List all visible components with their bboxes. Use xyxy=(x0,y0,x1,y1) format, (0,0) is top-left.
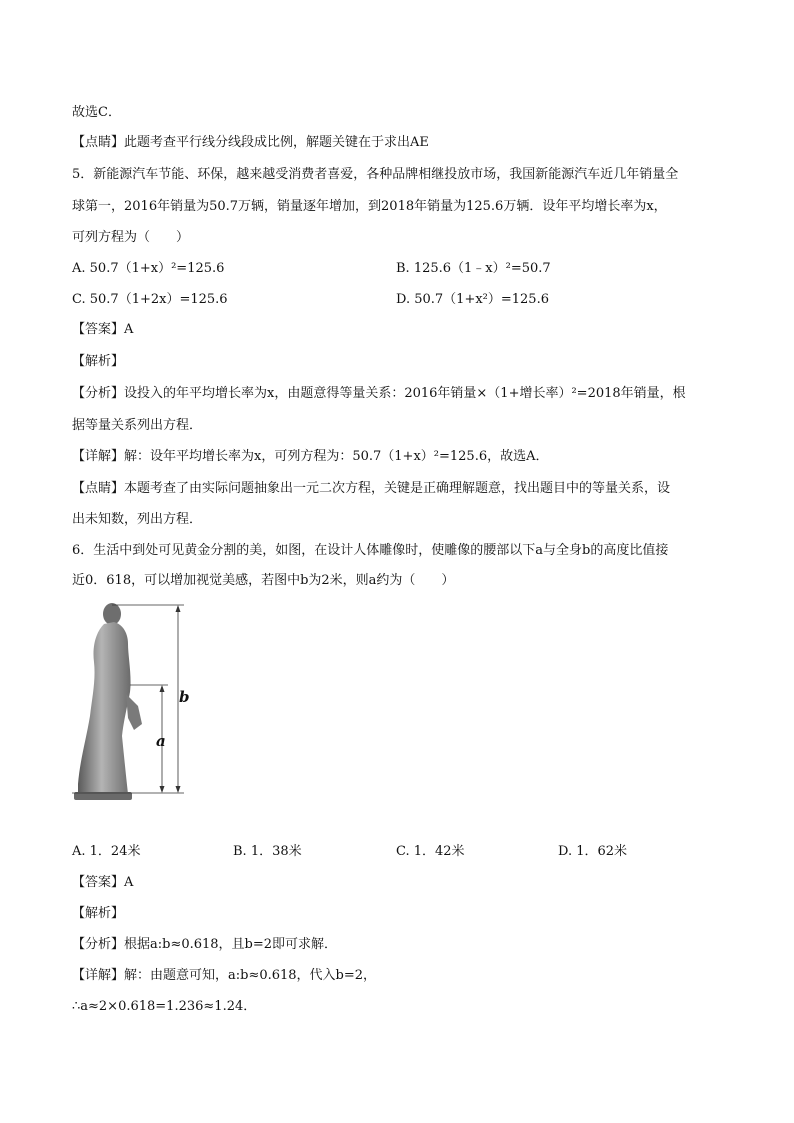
detail-line: ∴a≈2×0.618=1.236≈1.24． xyxy=(72,999,257,1014)
q6-option-c: C. 1．42米 xyxy=(396,844,465,859)
question-5-stem: 球第一，2016年销量为50.7万辆，销量逐年增加，到2018年销量为125.6万辆．设年平均增长率为x， xyxy=(72,199,667,214)
analysis-heading: 【解析】 xyxy=(72,906,125,921)
analysis-line: 【分析】根据a:b≈0.618，且b=2即可求解． xyxy=(72,937,338,952)
detail-line: 【详解】解：由题意可知，a:b≈0.618，代入b=2， xyxy=(72,968,377,983)
detail-line: 【详解】解：设年平均增长率为x，可列方程为：50.7（1+x）²=125.6，故选A． xyxy=(72,449,549,464)
comment-line: 【点睛】本题考查了由实际问题抽象出一元二次方程，关键是正确理解题意，找出题目中的等量关系，设 xyxy=(72,481,671,496)
q5-option-d: D. 50.7（1+x²）=125.6 xyxy=(396,292,549,307)
comment-line: 【点睛】此题考查平行线分线段成比例，解题关键在于求出AE xyxy=(72,135,429,150)
statue-figure xyxy=(72,600,212,805)
text-line: 故选C． xyxy=(72,105,121,120)
answer-line: 【答案】A xyxy=(72,875,134,890)
comment-line: 出未知数，列出方程． xyxy=(72,512,203,527)
statue-silhouette xyxy=(74,603,142,800)
label-a: a xyxy=(156,732,166,750)
q6-option-b: B. 1．38米 xyxy=(233,844,302,859)
analysis-line: 【分析】设投入的年平均增长率为x，由题意得等量关系：2016年销量×（1+增长率）²=2018年销量，根 xyxy=(72,386,686,401)
analysis-line: 据等量关系列出方程． xyxy=(72,418,203,433)
question-5-stem: 5．新能源汽车节能、环保，越来越受消费者喜爱，各种品牌相继投放市场，我国新能源汽车近几年销量全 xyxy=(72,167,679,182)
question-5-stem: 可列方程为（ ） xyxy=(72,230,190,245)
q5-option-b: B. 125.6（1﹣x）²=50.7 xyxy=(396,261,551,276)
q6-option-d: D. 1．62米 xyxy=(558,844,628,859)
question-6-stem: 6．生活中到处可见黄金分割的美，如图，在设计人体雕像时，使雕像的腰部以下a与全身b的高度比值接 xyxy=(72,543,669,558)
q6-option-a: A. 1．24米 xyxy=(72,844,141,859)
label-b: b xyxy=(179,688,190,706)
question-6-stem: 近0．618，可以增加视觉美感，若图中b为2米，则a约为（ ） xyxy=(72,573,455,588)
analysis-heading: 【解析】 xyxy=(72,354,125,369)
q5-option-a: A. 50.7（1+x）²=125.6 xyxy=(72,261,225,276)
answer-line: 【答案】A xyxy=(72,322,134,337)
q5-option-c: C. 50.7（1+2x）=125.6 xyxy=(72,292,228,307)
